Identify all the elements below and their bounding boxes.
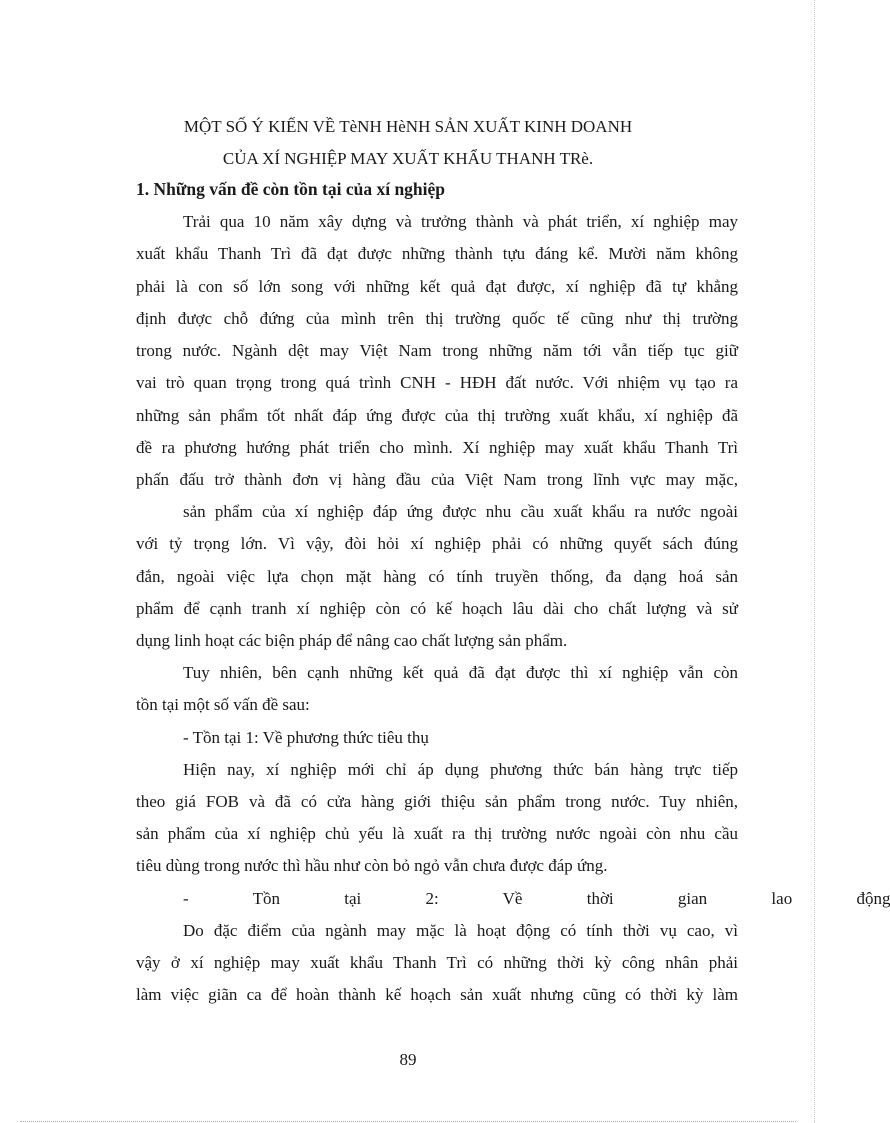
body-line: định được chỗ đứng của mình trên thị trường quốc tế cũng như thị trường: [136, 309, 738, 328]
body-line: trong nước. Ngành dệt may Việt Nam trong những năm tới vẫn tiếp tục giữ: [136, 341, 738, 360]
body-line: làm việc giãn ca để hoàn thành kế hoạch sản xuất nhưng cũng có thời kỳ làm: [136, 985, 738, 1004]
body-line: Trải qua 10 năm xây dựng và trưởng thành và phát triển, xí nghiệp may: [183, 212, 738, 231]
page-border-bottom: [20, 1121, 796, 1122]
body-line: phải là con số lớn song với những kết quả đạt được, xí nghiệp đã tự khẳng: [136, 277, 738, 296]
body-line: xuất khẩu Thanh Trì đã đạt được những thành tựu đáng kể. Mười năm không: [136, 244, 738, 263]
body-line: những sản phẩm tốt nhất đáp ứng được của thị trường xuất khẩu, xí nghiệp đã: [136, 406, 738, 425]
body-line: vai trò quan trọng trong quá trình CNH - HĐH đất nước. Với nhiệm vụ tạo ra: [136, 373, 738, 392]
body-line: Tuy nhiên, bên cạnh những kết quả đã đạt được thì xí nghiệp vẫn còn: [183, 663, 738, 682]
body-line: Do đặc điểm của ngành may mặc là hoạt động có tính thời vụ cao, vì: [183, 921, 738, 940]
body-line: dụng linh hoạt các biện pháp để nâng cao chất lượng sản phẩm.: [136, 631, 568, 650]
body-line: tiêu dùng trong nước thì hầu như còn bỏ ngỏ vẫn chưa được đáp ứng.: [136, 856, 608, 875]
body-line: tồn tại một số vấn đề sau:: [136, 695, 310, 714]
document-title-line-1: MỘT SỐ Ý KIẾN VỀ TèNH HèNH SẢN XUẤT KINH DOANH: [183, 117, 633, 136]
page-border-right: [814, 0, 815, 1123]
body-line: sản phẩm của xí nghiệp chủ yếu là xuất ra thị trường nước ngoài còn nhu cầu: [136, 824, 738, 843]
subsection-heading: - Tồn tại 2: Về thời gian lao động: [183, 889, 890, 908]
body-line: Hiện nay, xí nghiệp mới chỉ áp dụng phương thức bán hàng trực tiếp: [183, 760, 738, 779]
body-line: sản phẩm của xí nghiệp đáp ứng được nhu cầu xuất khẩu ra nước ngoài: [183, 502, 738, 521]
page-number: 89: [399, 1050, 417, 1069]
body-line: vậy ở xí nghiệp may xuất khẩu Thanh Trì có những thời kỳ công nhân phải: [136, 953, 738, 972]
body-line: với tỷ trọng lớn. Vì vậy, đòi hỏi xí nghiệp phải có những quyết sách đúng: [136, 534, 738, 553]
document-title-line-2: CỦA XÍ NGHIỆP MAY XUẤT KHẨU THANH TRè.: [222, 149, 594, 168]
body-line: đắn, ngoài việc lựa chọn mặt hàng có tính truyền thống, đa dạng hoá sản: [136, 567, 738, 586]
section-heading: 1. Những vấn đề còn tồn tại của xí nghiệp: [136, 179, 446, 199]
body-line: đề ra phương hướng phát triển cho mình. Xí nghiệp may xuất khẩu Thanh Trì: [136, 438, 738, 457]
subsection-heading: - Tồn tại 1: Về phương thức tiêu thụ: [183, 728, 429, 747]
body-line: phấn đấu trở thành đơn vị hàng đầu của Việt Nam trong lĩnh vực may mặc,: [136, 470, 738, 489]
body-line: phẩm để cạnh tranh xí nghiệp còn có kế hoạch lâu dài cho chất lượng và sử: [136, 599, 738, 618]
body-line: theo giá FOB và đã có cửa hàng giới thiệu sản phẩm trong nước. Tuy nhiên,: [136, 792, 738, 811]
